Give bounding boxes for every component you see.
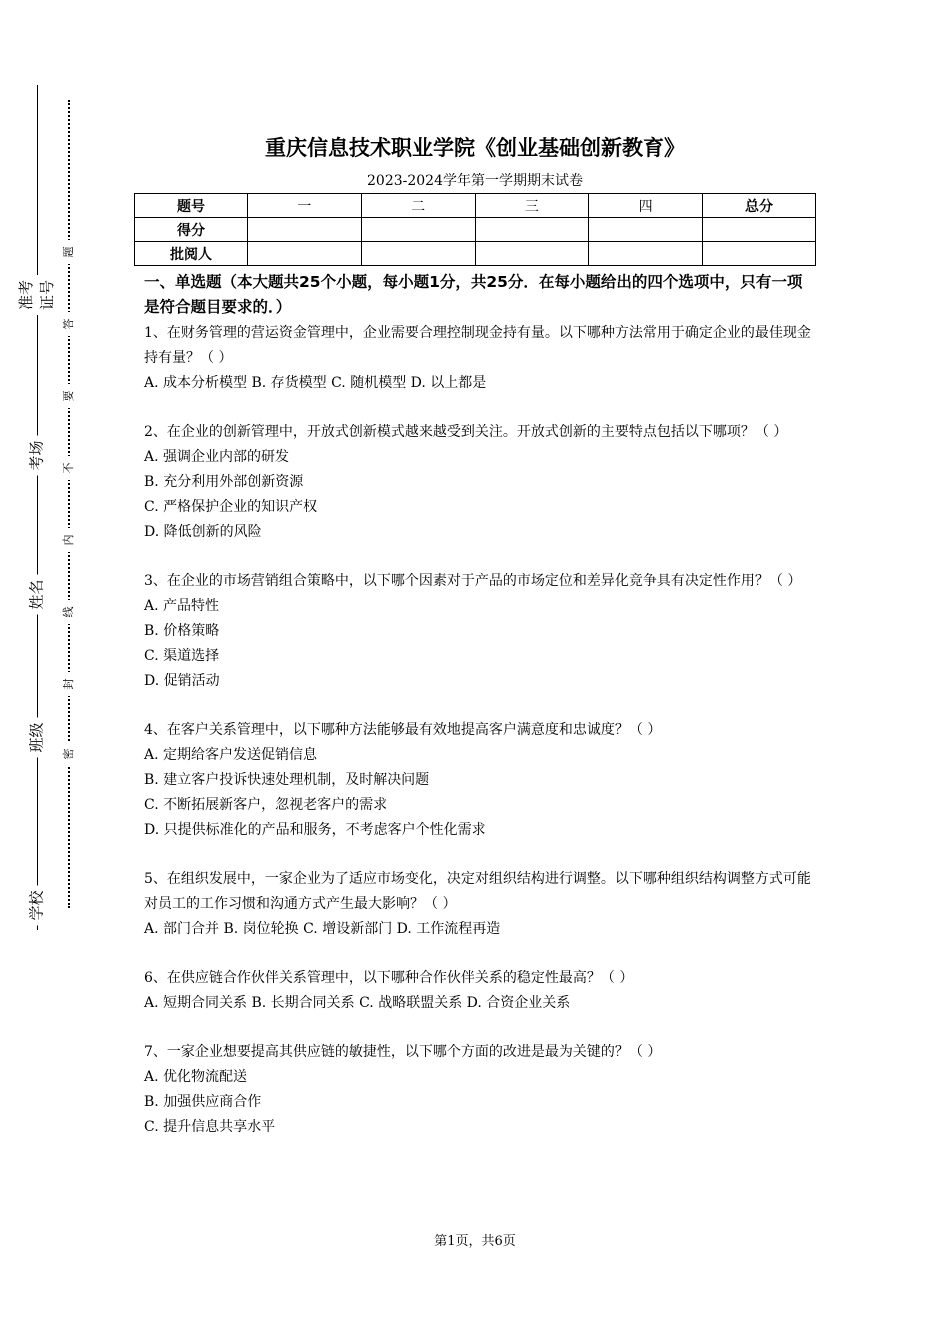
seal-char: 线 bbox=[60, 600, 76, 624]
grader-input-cell[interactable] bbox=[361, 242, 475, 266]
question-option: B. 充分利用外部创新资源 bbox=[144, 474, 304, 490]
grader-input-cell[interactable] bbox=[248, 242, 362, 266]
question bbox=[144, 420, 812, 545]
question bbox=[144, 966, 812, 1016]
section-heading: 一、单选题（本大题共25个小题，每小题1分，共25分．在每小题给出的四个选项中，只有一项是符合题目要求的．） bbox=[144, 273, 803, 316]
binding-line bbox=[37, 85, 38, 930]
score-input-cell[interactable] bbox=[703, 218, 816, 242]
label-school: 学校 bbox=[24, 886, 49, 926]
seal-char: 密 bbox=[60, 742, 76, 766]
score-input-cell[interactable] bbox=[361, 218, 475, 242]
score-table-row-label: 得分 bbox=[135, 218, 248, 242]
score-table-row bbox=[135, 242, 816, 266]
question-option: A. 优化物流配送 bbox=[144, 1069, 248, 1085]
question-option: D. 促销活动 bbox=[144, 673, 220, 689]
page-footer: 第1页，共6页 bbox=[434, 1234, 516, 1249]
seal-char: 要 bbox=[60, 384, 76, 408]
question-stem: 7、一家企业想要提高其供应链的敏捷性，以下哪个方面的改进是最为关键的？（ ） bbox=[144, 1044, 662, 1060]
score-table-header-row bbox=[135, 194, 816, 218]
label-class: 班级 bbox=[24, 718, 49, 758]
question-option: A. 产品特性 bbox=[144, 598, 220, 614]
seal-char: 内 bbox=[60, 528, 76, 552]
question-option: C. 不断拓展新客户，忽视老客户的需求 bbox=[144, 797, 388, 813]
question bbox=[144, 569, 812, 694]
question-option: A. 强调企业内部的研发 bbox=[144, 449, 290, 465]
question-option: D. 降低创新的风险 bbox=[144, 524, 262, 540]
score-table-row bbox=[135, 218, 816, 242]
question-option: B. 价格策略 bbox=[144, 623, 220, 639]
question bbox=[144, 321, 812, 396]
score-table-cell: 四 bbox=[589, 194, 703, 218]
label-name: 姓名 bbox=[24, 575, 49, 615]
score-input-cell[interactable] bbox=[475, 218, 589, 242]
label-exam-number: 准考证号 bbox=[13, 275, 59, 315]
grader-input-cell[interactable] bbox=[703, 242, 816, 266]
question-stem: 6、在供应链合作伙伴关系管理中，以下哪种合作伙伴关系的稳定性最高？（ ） bbox=[144, 970, 634, 986]
score-table-cell: 题号 bbox=[135, 194, 248, 218]
question-option: A. 成本分析模型 B. 存货模型 C. 随机模型 D. 以上都是 bbox=[144, 375, 487, 391]
question-option: C. 提升信息共享水平 bbox=[144, 1119, 276, 1135]
score-table bbox=[134, 193, 816, 266]
seal-char: 不 bbox=[60, 456, 76, 480]
question-option: D. 只提供标准化的产品和服务，不考虑客户个性化需求 bbox=[144, 822, 486, 838]
score-table-cell: 一 bbox=[248, 194, 362, 218]
score-table-row-label: 批阅人 bbox=[135, 242, 248, 266]
question-option: C. 严格保护企业的知识产权 bbox=[144, 499, 318, 515]
question-stem: 1、在财务管理的营运资金管理中，企业需要合理控制现金持有量。以下哪种方法常用于确定企业的最佳现金持有量？（ ） bbox=[144, 325, 811, 366]
question bbox=[144, 718, 812, 843]
label-exam-room: 考场 bbox=[24, 436, 49, 476]
seal-dotted-line bbox=[68, 100, 70, 908]
binding-margin bbox=[0, 0, 110, 1344]
exam-content bbox=[144, 270, 812, 1164]
question-option: A. 部门合并 B. 岗位轮换 C. 增设新部门 D. 工作流程再造 bbox=[144, 921, 501, 937]
score-table-cell: 三 bbox=[475, 194, 589, 218]
question-stem: 4、在客户关系管理中，以下哪种方法能够最有效地提高客户满意度和忠诚度？（ ） bbox=[144, 722, 662, 738]
score-input-cell[interactable] bbox=[248, 218, 362, 242]
question-option: A. 短期合同关系 B. 长期合同关系 C. 战略联盟关系 D. 合资企业关系 bbox=[144, 995, 571, 1011]
question-stem: 5、在组织发展中，一家企业为了适应市场变化，决定对组织结构进行调整。以下哪种组织结构调整方式可能对员工的工作习惯和沟通方式产生最大影响？（ ） bbox=[144, 871, 811, 912]
question-option: B. 加强供应商合作 bbox=[144, 1094, 262, 1110]
score-table-cell: 二 bbox=[361, 194, 475, 218]
seal-char: 答 bbox=[60, 312, 76, 336]
question-option: C. 渠道选择 bbox=[144, 648, 220, 664]
seal-char: 题 bbox=[60, 240, 76, 264]
exam-subtitle: 2023-2024学年第一学期期末试卷 bbox=[367, 173, 583, 189]
question-stem: 3、在企业的市场营销组合策略中，以下哪个因素对于产品的市场定位和差异化竞争具有决定性作用？（ ） bbox=[144, 573, 802, 589]
question-option: A. 定期给客户发送促销信息 bbox=[144, 747, 318, 763]
grader-input-cell[interactable] bbox=[475, 242, 589, 266]
seal-char: 封 bbox=[60, 672, 76, 696]
score-input-cell[interactable] bbox=[589, 218, 703, 242]
exam-title: 重庆信息技术职业学院《创业基础创新教育》 bbox=[265, 136, 685, 160]
grader-input-cell[interactable] bbox=[589, 242, 703, 266]
question bbox=[144, 867, 812, 942]
question-option: B. 建立客户投诉快速处理机制，及时解决问题 bbox=[144, 772, 430, 788]
question bbox=[144, 1040, 812, 1140]
score-table-cell: 总分 bbox=[703, 194, 816, 218]
question-stem: 2、在企业的创新管理中，开放式创新模式越来越受到关注。开放式创新的主要特点包括以下哪项？（ ） bbox=[144, 424, 788, 440]
